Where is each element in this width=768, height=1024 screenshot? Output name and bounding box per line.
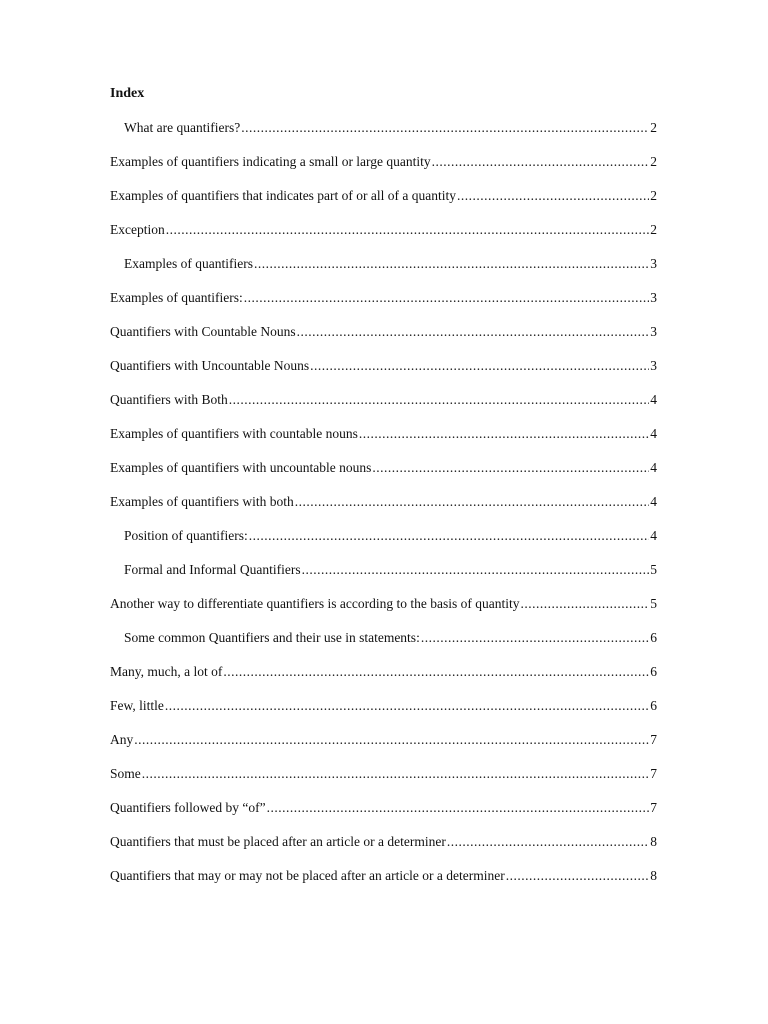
toc-entry-title: Quantifiers with Both [110,392,228,407]
toc-entry-page-number: 7 [650,800,657,815]
toc-entry-page-number: 8 [650,868,657,883]
dot-leader [506,866,650,886]
toc-entry[interactable] [110,322,657,356]
toc-entry-title: Many, much, a lot of [110,664,223,679]
table-of-contents [110,118,657,900]
toc-entry-title: Examples of quantifiers with both [110,494,294,509]
dot-leader [295,492,650,512]
toc-entry-page-number: 3 [650,256,657,271]
dot-leader [241,118,649,138]
toc-entry-title: Formal and Informal Quantifiers [124,562,301,577]
toc-entry-page-number: 2 [650,154,657,169]
toc-entry-page-number: 8 [650,834,657,849]
toc-entry[interactable] [110,594,657,628]
dot-leader [372,458,649,478]
dot-leader [447,832,649,852]
toc-entry-title: Quantifiers that must be placed after an article or a determiner [110,834,446,849]
toc-entry-title: Examples of quantifiers [124,256,253,271]
toc-entry-page-number: 6 [650,630,657,645]
toc-entry[interactable] [110,254,657,288]
toc-entry-page-number: 4 [650,392,657,407]
toc-entry-title: Any [110,732,134,747]
toc-entry[interactable] [110,628,657,662]
toc-entry-page-number: 2 [650,120,657,135]
dot-leader [521,594,650,614]
toc-entry-page-number: 6 [650,698,657,713]
toc-entry-title: Quantifiers with Countable Nouns [110,324,296,339]
toc-entry-page-number: 7 [650,732,657,747]
toc-entry-title: Position of quantifiers: [124,528,248,543]
dot-leader [165,696,649,716]
dot-leader [359,424,649,444]
toc-entry[interactable] [110,424,657,458]
toc-entry-title: What are quantifiers? [124,120,241,135]
toc-entry[interactable] [110,288,657,322]
toc-entry-page-number: 4 [650,528,657,543]
toc-entry-title: Another way to differentiate quantifiers is according to the basis of quantity [110,596,520,611]
toc-entry-page-number: 3 [650,358,657,373]
toc-entry-page-number: 2 [650,188,657,203]
toc-entry-page-number: 4 [650,426,657,441]
toc-entry-title: Examples of quantifiers with uncountable nouns [110,460,372,475]
toc-entry-title: Some common Quantifiers and their use in statements: [124,630,420,645]
toc-entry-page-number: 6 [650,664,657,679]
toc-entry-page-number: 5 [650,596,657,611]
toc-entry-title: Exception [110,222,165,237]
toc-entry-page-number: 2 [650,222,657,237]
toc-entry-title: Few, little [110,698,164,713]
toc-entry-title: Examples of quantifiers with countable nouns [110,426,358,441]
toc-entry-title: Examples of quantifiers indicating a small or large quantity [110,154,431,169]
toc-entry[interactable] [110,220,657,254]
dot-leader [249,526,650,546]
toc-entry-page-number: 3 [650,290,657,305]
dot-leader [134,730,649,750]
toc-entry-title: Quantifiers with Uncountable Nouns [110,358,310,373]
toc-entry[interactable] [110,492,657,526]
dot-leader [267,798,650,818]
dot-leader [457,186,649,206]
dot-leader [166,220,650,240]
toc-entry[interactable] [110,526,657,560]
toc-entry[interactable] [110,730,657,764]
toc-entry-page-number: 7 [650,766,657,781]
dot-leader [223,662,649,682]
toc-entry-page-number: 4 [650,460,657,475]
toc-entry[interactable] [110,764,657,798]
toc-entry-page-number: 5 [650,562,657,577]
dot-leader [229,390,650,410]
toc-entry[interactable] [110,560,657,594]
toc-entry[interactable] [110,118,657,152]
toc-entry-title: Examples of quantifiers: [110,290,243,305]
toc-entry-page-number: 4 [650,494,657,509]
index-heading: Index [110,86,145,101]
toc-entry[interactable] [110,866,657,900]
dot-leader [421,628,649,648]
toc-entry[interactable] [110,152,657,186]
toc-entry[interactable] [110,662,657,696]
toc-entry-title: Some [110,766,141,781]
dot-leader [297,322,650,342]
toc-entry[interactable] [110,798,657,832]
dot-leader [142,764,649,784]
toc-entry[interactable] [110,696,657,730]
dot-leader [254,254,649,274]
toc-entry-title: Quantifiers followed by “of” [110,800,266,815]
toc-entry-page-number: 3 [650,324,657,339]
toc-entry[interactable] [110,186,657,220]
dot-leader [244,288,650,308]
toc-entry-title: Quantifiers that may or may not be placed after an article or a determiner [110,868,505,883]
dot-leader [432,152,650,172]
toc-entry[interactable] [110,458,657,492]
dot-leader [302,560,650,580]
dot-leader [310,356,649,376]
toc-entry-title: Examples of quantifiers that indicates part of or all of a quantity [110,188,457,203]
toc-entry[interactable] [110,832,657,866]
toc-entry[interactable] [110,356,657,390]
toc-entry[interactable] [110,390,657,424]
